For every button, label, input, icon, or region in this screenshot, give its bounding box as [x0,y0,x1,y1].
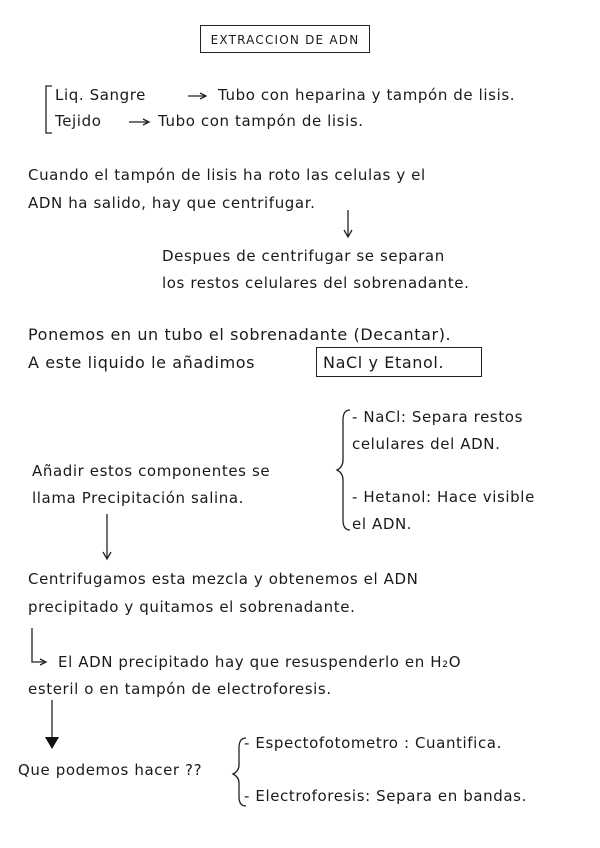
resuspend-line-2: esteril o en tampón de electroforesis. [28,680,332,698]
title-box [200,25,370,53]
option-electrophoresis: - Electroforesis: Separa en bandas. [244,787,527,805]
centrifuge-line-2: los restos celulares del sobrenadante. [162,274,470,292]
decant-line-1: Ponemos en un tubo el sobrenadante (Decantar). [28,325,452,344]
sample-bracket [46,86,52,133]
components-brace [337,410,350,530]
blood-result: Tubo con heparina y tampón de lisis. [218,86,516,104]
nacl-line-1: - NaCl: Separa restos [352,408,524,426]
ethanol-line-2: el ADN. [352,515,413,533]
lysis-line-1: Cuando el tampón de lisis ha roto las celulas y el [28,166,426,184]
question-text: Que podemos hacer ?? [18,761,203,779]
reagents-box [316,347,482,377]
centrifuge-line-1: Despues de centrifugar se separan [162,247,445,265]
second-centrifuge-line-2: precipitado y quitamos el sobrenadante. [28,598,356,616]
ethanol-line-1: - Hetanol: Hace visible [352,488,535,506]
lysis-line-2: ADN ha salido, hay que centrifugar. [28,194,316,212]
resuspend-line-1: El ADN precipitado hay que resuspenderlo en H₂O [58,653,462,671]
blood-label: Liq. Sangre [55,86,146,104]
arrow-resuspend [32,628,44,662]
nacl-line-2: celulares del ADN. [352,435,501,453]
option-spectrophotometer: - Espectofotometro : Cuantifica. [244,734,502,752]
page-title: EXTRACCION DE ADN [210,33,360,47]
tissue-label: Tejido [55,112,102,130]
precipitation-line-2: llama Precipitación salina. [32,489,244,507]
tissue-result: Tubo con tampón de lisis. [158,112,364,130]
decant-line-2: A este liquido le añadimos [28,353,256,372]
second-centrifuge-line-1: Centrifugamos esta mezcla y obtenemos el ADN [28,570,419,588]
arrow-question-head [45,737,59,749]
reagents-text: NaCl y Etanol. [323,353,445,372]
precipitation-line-1: Añadir estos componentes se [32,462,271,480]
